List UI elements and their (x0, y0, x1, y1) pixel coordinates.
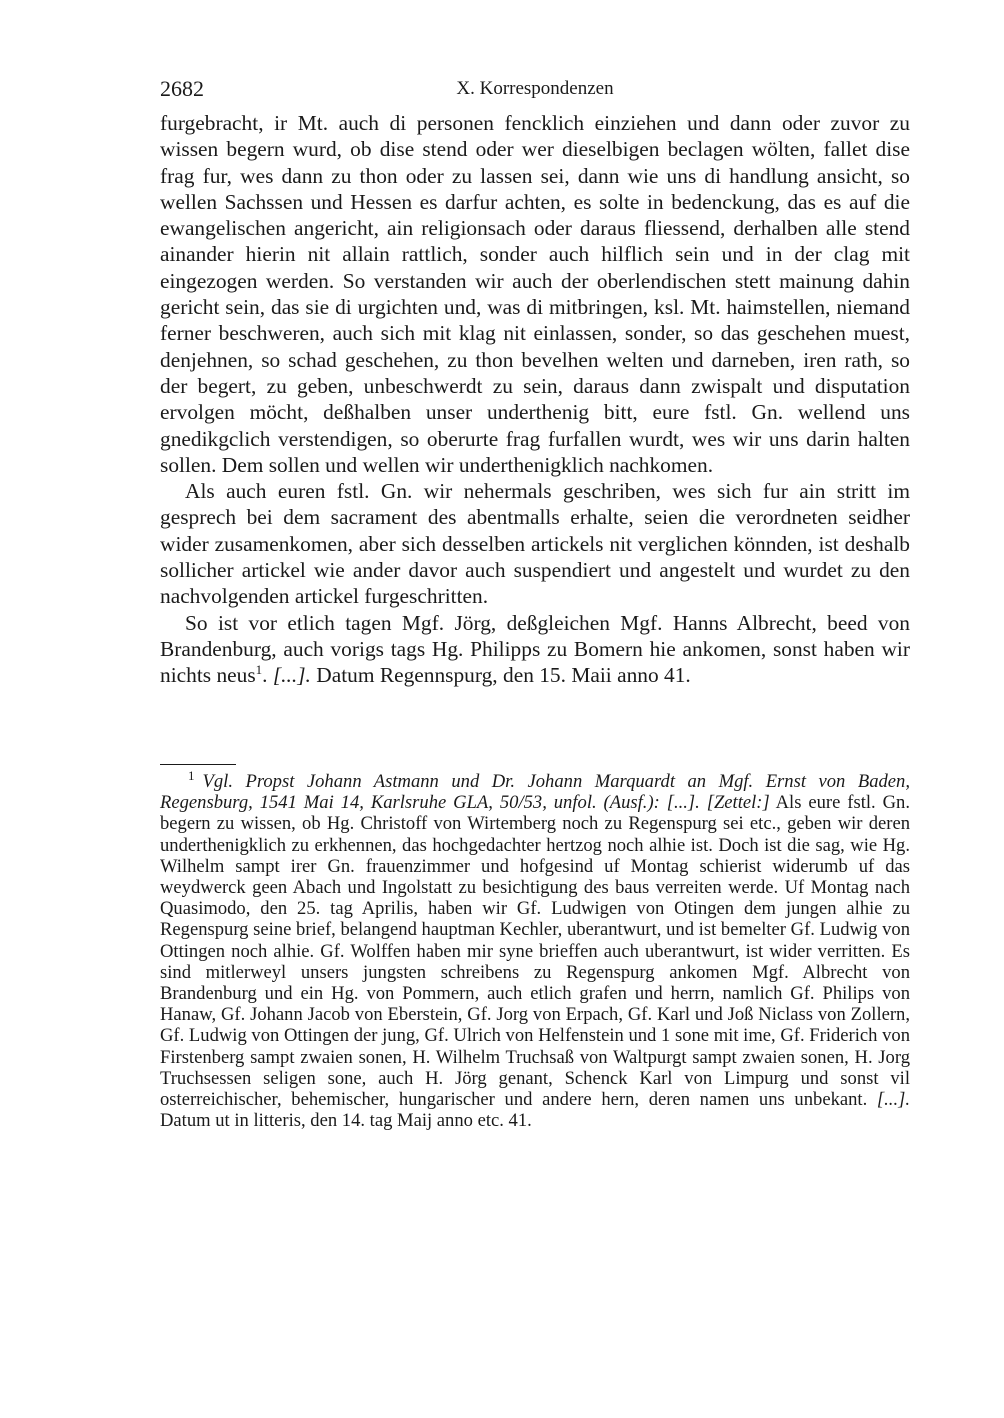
paragraph-2: Als auch euren fstl. Gn. wir nehermals geschriben, wes sich fur ain stritt im gesprech bei dem sacrament des abentmalls erhalte, seien die verordneten seidher wider zusamenkomen, aber sich desselben artickels nit verglichen könnden, ist deshalb sollicher artickel wie ander davor auch suspendiert und angestelt und wurdet zu den nachvolgenden artickel furgeschritten. (160, 479, 910, 609)
paragraph-1: furgebracht, ir Mt. auch di personen fencklich einziehen und dann oder zuvor zu wissen begern wurd, ob dise stend oder wer dieselbigen beclagen wölten, fallet dise frag fur, wes dann zu thon oder zu lassen sei, dann wie uns di handlung ansicht, so wellen Sachssen und Hessen es darfur achten, es solte in bedenckung, das es auf die ewangelischen angericht, ain religionsach oder daraus fliessend, derhalben alle stend ainander hierin nit allain rattlich, sonder auch hilflich sein und in der clag mit eingezogen werden. So verstanden wir auch der oberlendischen stett mainung dahin gericht sein, das sie di urgichten und, was di mitbringen, ksl. Mt. haimstellen, niemand ferner beschweren, auch sich mit klag nit einlassen, sonder, so das geschehen muest, denjehnen, so schad geschehen, zu thon bevelhen welten und darneben, iren rath, so der begert, zu geben, unbeschwerdt zu sein, daraus dann zwispalt und disputation ervolgen möcht, deßhalben unser underthenig bitt, eure fstl. Gn. wellend uns gnedikgclich verstendigen, so oberurte frag furfallen wurdt, wes wir uns darin halten sollen. Dem sollen und wellen wir underthenigklich nachkomen. (160, 111, 910, 477)
paragraph-3-dating: Datum Regennspurg, den 15. Maii anno 41. (310, 663, 691, 688)
footnote-divider (160, 764, 236, 765)
footnote-source: Vgl. Propst Johann Astmann und Dr. Johann Marquardt an Mgf. Ernst von Baden, Regensburg, 1541 Mai 14, Karlsruhe GLA, 50/53, unfol. (Ausf.): [...]. [Zettel:] (160, 771, 910, 814)
main-text (160, 110, 910, 689)
paragraph-3 (160, 610, 910, 689)
paragraph-3-punct: . (262, 663, 273, 688)
paragraph-3-text: So ist vor etlich tagen Mgf. Jörg, deßgleichen Mgf. Hanns Albrecht, beed von Brandenburg, auch vorigs tags Hg. Philipps zu Bomern hie ankomen, sonst haben wir nichts neus (160, 610, 910, 688)
footnote-omission: [...]. (876, 1089, 910, 1111)
editorial-omission: [...]. (272, 663, 311, 688)
footnote-reference[interactable]: 1 (255, 662, 263, 678)
page-header (160, 76, 910, 110)
footnote-number: 1 (188, 767, 195, 783)
footnote-text: Als eure fstl. Gn. begern zu wissen, ob Hg. Christoff von Wirtemberg noch zu Regenspurg sei etc., geben wir deren underthenigklich zu erkhennen, das hochgedachter hertzog noch alhie ist. Doch ist die sag, wie Hg. Wilhelm sampt irer Gn. frauenzimmer und hofgesind uf Montag schierist widerumb uf das weydwerck geen Abach und Ingolstatt zu besichtigung des baus verreiten werde. Uf Montag nach Quasimodo, den 25. tag Aprilis, haben wir Gf. Ludwigen von Otingen dem jungen alhie zu Regenspurg seine brief, belangend hauptman Kechler, uberantwurt, und ist bemelter Gf. Ludwig von Ottingen noch alhie. Gf. Wolffen haben mir syne brieffen auch uberantwurt, ist wider verritten. Es sind mitlerweyl unsers jungsten schreibens zu Regenspurg ankomen Mgf. Albrecht von Brandenburg und ein Hg. von Pommern, auch etlich grafen und herrn, namlich Gf. Philips von Hanaw, Gf. Johann Jacob von Eberstein, Gf. Jorg von Erpach, Gf. Karl und Joß Niclass von Zollern, Gf. Ludwig von Ottingen der jung, Gf. Ulrich von Helfenstein und 1 sone mit ime, Gf. Friderich von Firstenberg sampt zwaien sonen, H. Wilhelm Truchsaß von Waltpurgt sampt zwaien sonen, H. Jorg Truchsessen seligen sone, auch H. Jörg genant, Schenck Karl von Limpurg und sonst vil osterreichischer, behemischer, hungarischer und andere hern, deren namen uns unbekant. (160, 792, 910, 1111)
page-number: 2682 (160, 76, 204, 101)
document-page (160, 76, 910, 689)
footnote-1 (160, 767, 910, 1132)
footnotes (160, 764, 910, 1131)
footnote-closing: Datum ut in litteris, den 14. tag Maij anno etc. 41. (160, 1110, 532, 1132)
running-head: X. Korrespondenzen (456, 78, 614, 99)
